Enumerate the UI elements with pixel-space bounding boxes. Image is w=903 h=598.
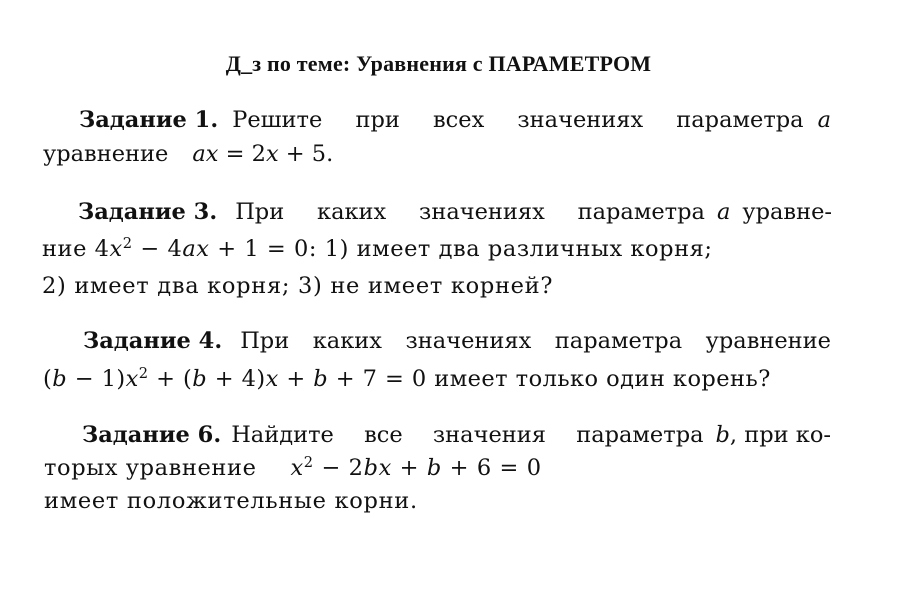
task-3-exp: 2 bbox=[122, 234, 133, 252]
task-1-text: Решите при всех значениях параметра bbox=[232, 107, 804, 133]
task-6-param: b bbox=[715, 422, 730, 448]
task-3-head: ние 4 bbox=[42, 236, 110, 262]
task-1-label: Задание 1. bbox=[79, 107, 219, 133]
task-4-label: Задание 4. bbox=[83, 328, 223, 354]
task-6-line-3: имеет положительные корни. bbox=[44, 488, 418, 514]
task-3-label: Задание 3. bbox=[78, 199, 218, 225]
task-3 bbox=[42, 194, 832, 305]
task-3-line-1 bbox=[42, 194, 832, 231]
task-4-line-1 bbox=[43, 322, 831, 360]
task-3-tail: уравне- bbox=[742, 199, 832, 225]
task-1-eq-b: = 2 bbox=[218, 141, 266, 167]
task-4-p3: + ( bbox=[148, 366, 193, 392]
task-1-eq-x: x bbox=[265, 141, 279, 167]
task-6-b: b bbox=[426, 455, 442, 481]
task-1-line-1 bbox=[43, 103, 831, 137]
task-4-exp: 2 bbox=[138, 364, 149, 382]
task-4-p1: ( bbox=[43, 366, 53, 392]
task-3-x: x bbox=[109, 236, 123, 262]
task-4-x2: x bbox=[265, 366, 279, 392]
task-3-rest: + 1 = 0: 1) имеет два различных корня; bbox=[209, 236, 713, 262]
task-4-text: При каких значениях параметра уравнение bbox=[240, 328, 831, 354]
task-6-mid: − 2 bbox=[313, 455, 364, 481]
task-1-eq-ax: ax bbox=[192, 141, 219, 167]
task-4-p5: + bbox=[278, 366, 314, 392]
task-1-param: a bbox=[817, 107, 831, 133]
page-title: Д_з по теме: Уравнения с ПАРАМЕТРОМ bbox=[225, 51, 652, 76]
task-1-eq-d: + 5. bbox=[278, 141, 334, 167]
task-6-line-1 bbox=[44, 419, 831, 452]
task-3-line-2 bbox=[42, 231, 832, 268]
task-3-text: При каких значениях параметра bbox=[235, 199, 705, 225]
task-6 bbox=[44, 419, 831, 518]
task-4-b1: b bbox=[52, 366, 68, 392]
task-6-label: Задание 6. bbox=[82, 422, 222, 448]
task-3-line-3: 2) имеет два корня; 3) не имеет корней? bbox=[42, 273, 554, 299]
task-6-x: x bbox=[290, 455, 304, 481]
task-6-line-2 bbox=[44, 452, 831, 485]
task-6-tail: , при ко- bbox=[729, 422, 831, 448]
task-6-rest: + 6 = 0 bbox=[441, 455, 542, 481]
task-1 bbox=[43, 103, 831, 171]
task-4-line-2 bbox=[43, 360, 831, 398]
task-4-b3: b bbox=[313, 366, 329, 392]
task-4-p6: + 7 = 0 имеет только один корень? bbox=[328, 366, 771, 392]
task-6-bx: bx bbox=[363, 455, 392, 481]
task-6-exp: 2 bbox=[303, 453, 314, 471]
task-6-text-2: торых уравнение bbox=[44, 455, 257, 481]
task-6-text: Найдите все значения параметра bbox=[231, 422, 704, 448]
task-3-mid: − 4 bbox=[132, 236, 183, 262]
task-4-b2: b bbox=[192, 366, 208, 392]
task-4-x1: x bbox=[125, 366, 139, 392]
task-1-line-2 bbox=[43, 137, 831, 171]
task-4-p2: − 1) bbox=[67, 366, 126, 392]
task-3-ax: ax bbox=[182, 236, 210, 262]
task-4 bbox=[43, 322, 831, 398]
task-1-text-2: уравнение bbox=[43, 141, 169, 167]
task-3-param: a bbox=[716, 199, 731, 225]
task-6-plus: + bbox=[391, 455, 427, 481]
task-4-p4: + 4) bbox=[207, 366, 266, 392]
